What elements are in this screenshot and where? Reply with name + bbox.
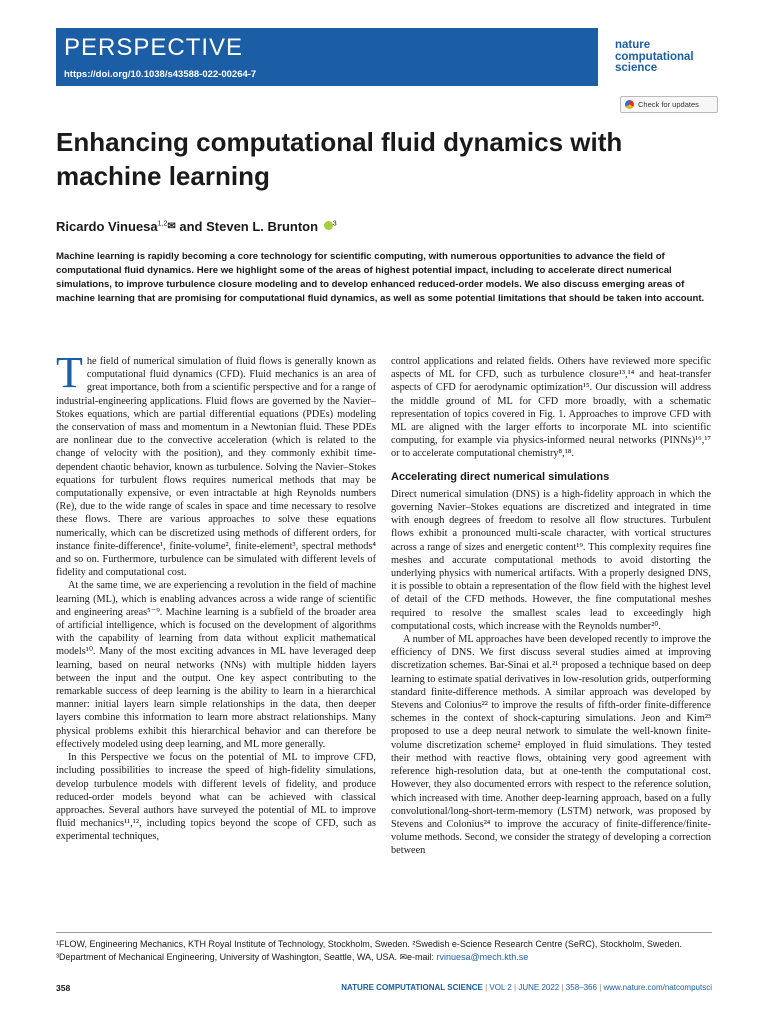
email-icon[interactable]: ✉	[167, 221, 176, 232]
affiliation-marker: 3	[332, 220, 337, 228]
separator: |	[485, 983, 488, 992]
journal-logo-line: nature	[615, 39, 651, 51]
page-number: 358	[56, 983, 71, 993]
journal-url[interactable]: www.nature.com/natcomputsci	[603, 983, 712, 992]
author-name[interactable]: and Steven L. Brunton	[179, 219, 319, 234]
footnote-line	[56, 951, 712, 964]
article-title: Enhancing computational fluid dynamics with machine learning	[56, 127, 623, 191]
body-paragraph: control applications and related fields. Others have reviewed more specific aspects of ML for CFD, such as turbulence closure¹³,¹⁴ and heat-transfer aspects of CFD for aerodynamic optimization¹⁵. Our discussion will address the middle ground of ML for CFD more broadly, with a schematic representation of topics covered in Fig. 1. Approaches to improve CFD with ML are aligned with the larger efforts to incorporate ML into scientific computing, for example via physics-informed neural networks (PINNs)¹⁶,¹⁷ or to accelerate computational chemistry⁸,¹⁸.	[391, 356, 711, 460]
author-name[interactable]: Ricardo Vinuesa	[56, 219, 158, 234]
body-paragraph: Direct numerical simulation (DNS) is a high-fidelity approach in which the governing Navier–Stokes equations are discretized and integrated in time with enough degrees of freedom to resolve all flow structures. Turbulent flows exhibit a pronounced multi-scale character, with vortical structures across a range of sizes and energetic content¹⁹. This complexity requires fine meshes and accurate computational methods to avoid distorting the underlying physics with numerical artifacts. With a properly designed DNS, it is possible to obtain a representation of the flow field with the highest level of detail of the CFD methods. However, the fine computational meshes required to resolve the smallest scales lead to exceedingly high computational costs, which increase with the Reynolds number²⁰.	[391, 488, 711, 632]
affiliation-marker: 1,2	[157, 220, 168, 228]
body-paragraph: A number of ML approaches have been developed recently to improve the efficiency of DNS. We first discuss several studies aimed at improving discretization schemes. Bar-Sinai et al.²¹ proposed a technique based on deep learning to estimate spatial derivatives in low-resolution grids, outperforming standard finite-difference methods. A similar approach was developed by Stevens and Colonius²² to improve the results of fifth-order finite-difference schemes in the context of shock-capturing simulations. Jeon and Kim²³ proposed to use a deep neural network to simulate the well-known finite-volume discretization scheme² employed in fluid simulations. They tested their method with reactive flows, obtaining very good agreement with reference high-resolution data, but at one-tenth the computational cost. However, they also documented errors with respect to the reference solution, which increased with time. Another deep-learning approach, based on a fully convolutional/long-short-term-memory (LSTM) network, was proposed by Stevens and Colonius²⁴ to improve the accuracy of finite-difference/finite-volume methods. Second, we consider the strategy of developing a correction between	[391, 634, 711, 857]
article-type: PERSPECTIVE	[64, 34, 244, 61]
footnote-divider	[56, 932, 712, 933]
journal-logo[interactable]	[615, 40, 725, 75]
section-heading: Accelerating direct numerical simulations	[391, 470, 610, 483]
separator: |	[561, 983, 564, 992]
email-link[interactable]: rvinuesa@mech.kth.se	[436, 951, 529, 962]
separator: |	[514, 983, 517, 992]
volume: VOL 2	[489, 983, 512, 992]
check-updates-icon	[625, 100, 634, 109]
doi-link[interactable]: https://doi.org/10.1038/s43588-022-00264-7	[64, 69, 257, 80]
drop-cap: T	[56, 348, 83, 397]
journal-name: NATURE COMPUTATIONAL SCIENCE	[341, 983, 483, 992]
body-paragraph: At the same time, we are experiencing a revolution in the field of machine learning (ML), which is enabling advances across a wide range of scientific and engineering areas⁵⁻⁹. Machine learning is a subfield of the broader area of artificial intelligence, which is focused on the development of algorithms with the capability of learning from data without explicit mathematical models¹⁰. Many of the most exciting advances in ML have leveraged deep learning, based on neural networks (NNs) with multiple hidden layers between the input and the output. One key aspect contributing to the remarkable success of deep learning is the ability to learn in a hierarchical manner: initial layers learn simple relationships in the data, then deeper layers combine this information to learn more abstract relationships. Many physical problems exhibit this hierarchical behavior and can therefore be effectively modeled using deep learning, and ML more generally.	[56, 580, 376, 750]
body-paragraph: In this Perspective we focus on the potential of ML to improve CFD, including possibilities to increase the speed of high-fidelity simulations, develop turbulence models with different levels of fidelity, and produce reduced-order models beyond what can be achieved with classical approaches. Several authors have surveyed the potential of ML to improve fluid mechanics¹¹,¹², including topics beyond the scope of CFD, such as experimental techniques,	[56, 752, 376, 843]
orcid-icon[interactable]	[324, 221, 333, 230]
check-updates-label: Check for updates	[638, 100, 699, 109]
body-column-right	[391, 355, 711, 858]
check-for-updates-button[interactable]	[620, 96, 718, 113]
footnote-line: ¹FLOW, Engineering Mechanics, KTH Royal Institute of Technology, Stockholm, Sweden. ²Swedish e-Science Research Centre (SeRC), Stockholm, Sweden.	[56, 939, 682, 949]
running-footer	[341, 983, 712, 992]
footnote-text: ³Department of Mechanical Engineering, University of Washington, Seattle, WA, USA. ✉e-mail:	[56, 951, 437, 962]
article-type-banner	[56, 28, 598, 86]
separator: |	[599, 983, 602, 992]
paragraph-text: he field of numerical simulation of fluid flows is generally known as computational fluid dynamics (CFD). Fluid mechanics is an area of great importance, both from a scientific perspective and for a range of industrial-engineering applications. Fluid flows are governed by the Navier–Stokes equations, which are partial differential equations (PDEs) modeling the conservation of mass and momentum in a Newtonian fluid. These PDEs are nonlinear due to the convective acceleration (which is related to the change of velocity with the position), and they commonly exhibit time-dependent chaotic behavior, known as turbulence. Solving the Navier–Stokes equations for turbulent flows requires numerical methods that may be computationally expensive, or even intractable at high Reynolds numbers (Re), due to the wide range of scales in space and time necessary to resolve these flows. There are various approaches to solve these equations numerically, which can be discretized using methods of different orders, for instance finite-difference¹, finite-volume², finite-element³, spectral methods⁴ and so on. Furthermore, turbulence can be simulated with different levels of fidelity and computational cost.	[56, 356, 376, 579]
author-list	[56, 219, 337, 234]
body-paragraph	[56, 348, 376, 579]
journal-logo-line: science	[615, 62, 658, 74]
journal-logo-line: computational	[615, 50, 694, 63]
issue-date: JUNE 2022	[518, 983, 560, 992]
abstract: Machine learning is rapidly becoming a core technology for scientific computing, with numerous opportunities to advance the field of computational fluid dynamics. Here we highlight some of the areas of highest potential impact, including to accelerate direct numerical simulations, to improve turbulence closure modeling and to develop enhanced reduced-order models. We also discuss emerging areas of machine learning that are promising for computational fluid dynamics, as well as some potential limitations that should be taken into account.	[56, 251, 705, 304]
body-column-left	[56, 348, 376, 844]
page-range: 358–366	[565, 983, 597, 992]
affiliations-footnote	[56, 938, 712, 963]
